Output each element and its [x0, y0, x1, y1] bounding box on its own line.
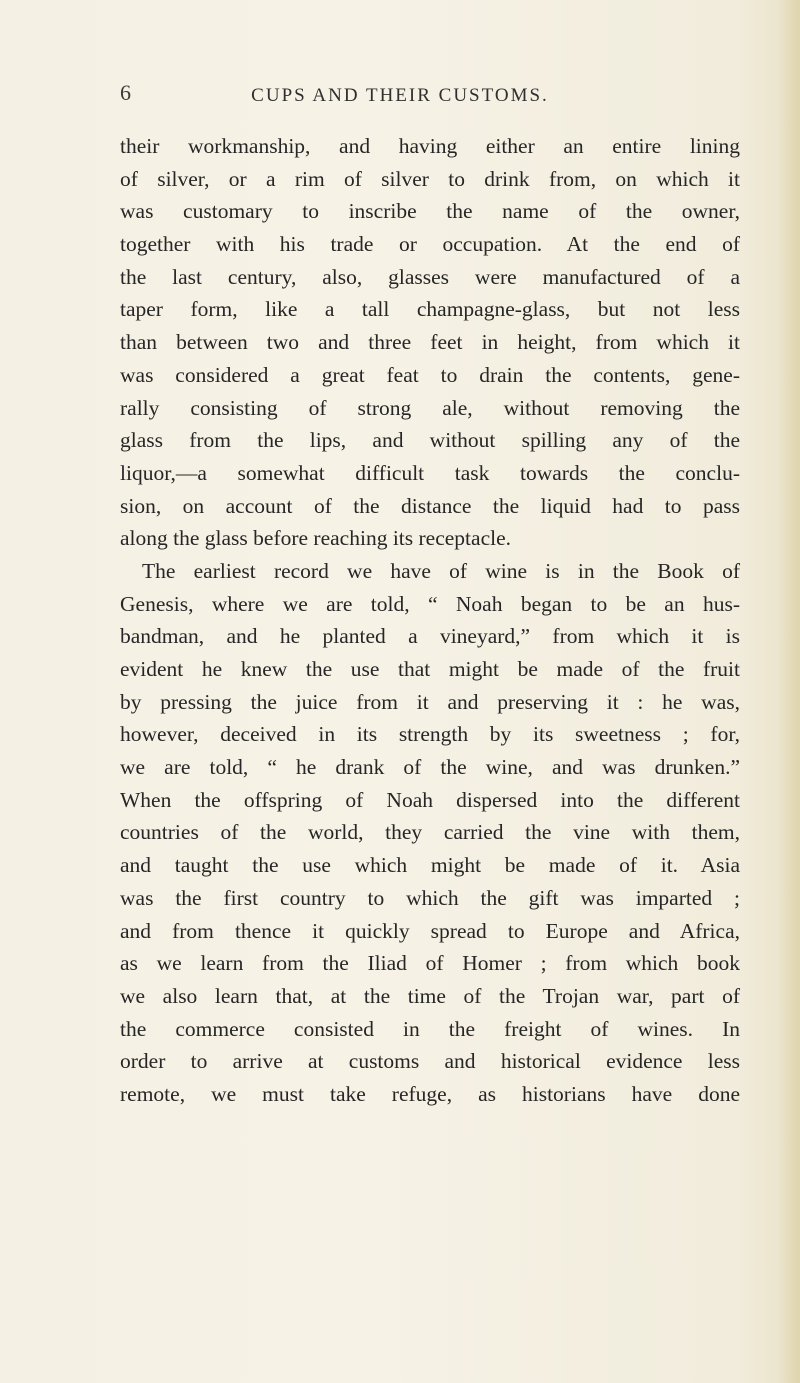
text-line: was considered a great feat to drain the contents, gene-: [120, 362, 740, 387]
text-line: bandman, and he planted a vineyard,” from which it is: [120, 624, 740, 649]
text-line: When the offspring of Noah dispersed into the different: [120, 787, 740, 812]
text-line: The earliest record we have of wine is in the Book of: [142, 558, 740, 583]
text-line: the last century, also, glasses were manufactured of a: [120, 264, 740, 289]
text-line: and from thence it quickly spread to Europe and Africa,: [120, 918, 740, 943]
text-line: by pressing the juice from it and preserving it : he was,: [120, 689, 740, 714]
text-line: however, deceived in its strength by its sweetness ; for,: [120, 722, 740, 747]
running-title: CUPS AND THEIR CUSTOMS.: [251, 85, 549, 106]
text-line: Genesis, where we are told, “ Noah began to be an hus-: [120, 591, 740, 616]
text-line: of silver, or a rim of silver to drink from, on which it: [120, 166, 740, 191]
text-line: and taught the use which might be made of it. Asia: [120, 853, 740, 878]
text-line: sion, on account of the distance the liquid had to pass: [120, 493, 740, 518]
text-line: countries of the world, they carried the vine with them,: [120, 820, 740, 845]
text-line: rally consisting of strong ale, without removing the: [120, 395, 740, 420]
text-line: we are told, “ he drank of the wine, and was drunken.”: [120, 755, 740, 780]
text-line: glass from the lips, and without spilling any of the: [120, 428, 740, 453]
page-edge-shadow: [778, 0, 800, 1383]
page-number: 6: [120, 80, 131, 105]
text-line: the commerce consisted in the freight of wines. In: [120, 1016, 740, 1041]
text-line: we also learn that, at the time of the Trojan war, part of: [120, 983, 740, 1008]
text-line: was the first country to which the gift was imparted ;: [120, 885, 740, 910]
text-line: was customary to inscribe the name of the owner,: [120, 199, 740, 224]
text-line: their workmanship, and having either an entire lining: [120, 134, 740, 158]
text-line: liquor,—a somewhat difficult task towards the conclu-: [120, 460, 740, 485]
text-line: order to arrive at customs and historical evidence less: [120, 1049, 740, 1074]
text-line: evident he knew the use that might be made of the fruit: [120, 657, 740, 681]
text-line: together with his trade or occupation. At the end of: [120, 232, 740, 257]
text-line: as we learn from the Iliad of Homer ; from which book: [120, 951, 740, 976]
text-line: taper form, like a tall champagne-glass, but not less: [120, 297, 740, 322]
body-text: [120, 130, 740, 1111]
text-line: remote, we must take refuge, as historians have done: [120, 1081, 740, 1106]
text-line: than between two and three feet in height, from which it: [120, 330, 740, 355]
text-line: along the glass before reaching its receptacle.: [120, 526, 511, 551]
